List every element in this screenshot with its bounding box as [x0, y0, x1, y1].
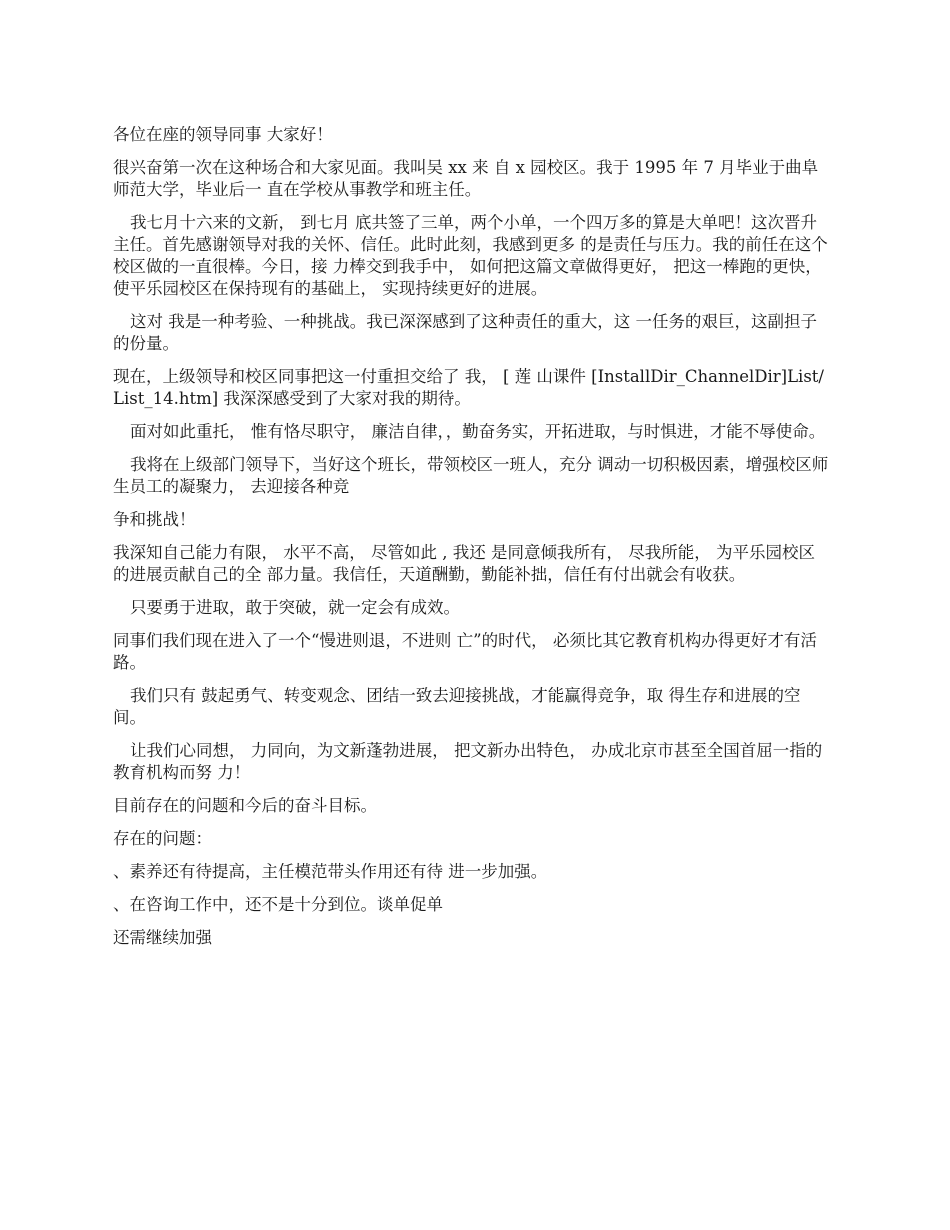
paragraph: 我们只有 鼓起勇气、转变观念、团结一致去迎接挑战，才能赢得竞争，取 得生存和进展的空间。 — [113, 686, 801, 727]
paragraph: 、素养还有待提高，主任模范带头作用还有待 进一步加强。 — [113, 862, 548, 881]
paragraph: 争和挑战！ — [113, 510, 196, 529]
document-body — [113, 124, 831, 960]
paragraph: 面对如此重托， 惟有恪尽职守， 廉洁自律，，勤奋务实，开拓进取，与时惧进，才能不辱使命。 — [130, 422, 826, 441]
paragraph: 只要勇于进取，敢于突破，就一定会有成效。 — [130, 598, 460, 617]
paragraph: 这对 我是一种考验、一种挑战。我已深深感到了这种责任的重大，这 一任务的艰巨，这副担子的份量。 — [113, 312, 817, 353]
paragraph: 我将在上级部门领导下，当好这个班长，带领校区一班人，充分 调动一切积极因素，增强校区师生员工的凝聚力， 去迎接各种竞 — [113, 455, 829, 496]
paragraph: 还需继续加强 — [113, 928, 212, 947]
paragraph: 、在咨询工作中，还不是十分到位。谈单促单 — [113, 895, 443, 914]
paragraph: 存在的问题： — [113, 829, 212, 848]
paragraph: 很兴奋第一次在这种场合和大家见面。我叫吴 xx 来 自 x 园校区。我于 1995 年 7 月毕业于曲阜师范大学，毕业后一 直在学校从事教学和班主任。 — [113, 158, 819, 199]
paragraph: 各位在座的领导同事 大家好！ — [113, 125, 333, 144]
paragraph: 我深知自己能力有限， 水平不高， 尽管如此 , 我还 是同意倾我所有， 尽我所能， 为平乐园校区的进展贡献自己的全 部力量。我信任，天道酬勤，勤能补拙，信任有付出就会有收获。 — [113, 543, 815, 584]
paragraph: 我七月十六来的文新， 到七月 底共签了三单，两个小单，一个四万多的算是大单吧！这次晋升 主任。首先感谢领导对我的关怀、信任。此时此刻，我感到更多 的是责任与压力。我的前任在这个校区做的一直很棒。今日，接 力棒交到我手中， 如何把这篇文章做得更好， 把这一棒跑的更快， 使平乐园校区在保持现有的基础上， 实现持续更好的进展。 — [113, 213, 828, 298]
paragraph: 同事们我们现在进入了一个“慢进则退，不进则 亡”的时代， 必须比其它教育机构办得更好才有活路。 — [113, 631, 817, 672]
paragraph: 现在，上级领导和校区同事把这一付重担交给了 我， [ 莲 山课件 [InstallDir_ChannelDir]List/List_14.htm] 我深深感受到了大家对我的期待。 — [113, 367, 824, 408]
paragraph: 目前存在的问题和今后的奋斗目标。 — [113, 796, 377, 815]
paragraph: 让我们心同想， 力同向，为文新蓬勃进展， 把文新办出特色， 办成北京市甚至全国首屈一指的教育机构而努 力！ — [113, 741, 823, 782]
